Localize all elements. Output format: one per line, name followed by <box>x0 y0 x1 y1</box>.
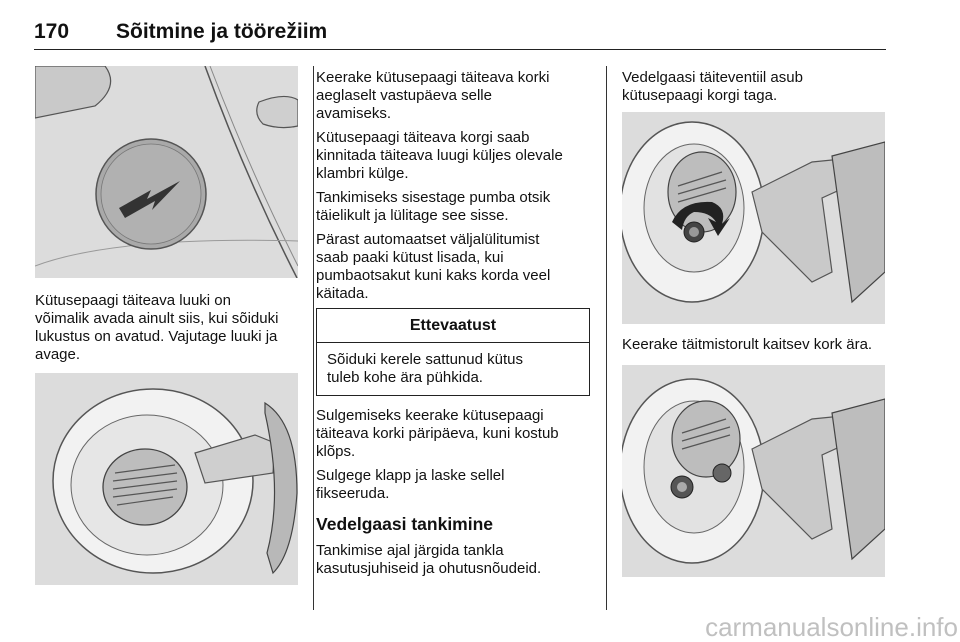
watermark: carmanualsonline.info <box>705 612 958 642</box>
column-divider-left <box>313 66 314 610</box>
text-line: täiteava korki päripäeva, kuni kostub <box>316 425 559 442</box>
auto-shutoff-instructions <box>316 231 550 303</box>
text-line: Sõiduki kerele sattunud kütus <box>327 351 523 368</box>
text-line: klambri külge. <box>316 165 409 182</box>
caution-box <box>316 308 590 396</box>
text-line: täielikult ja lülitage see sisse. <box>316 207 509 224</box>
caution-title: Ettevaatust <box>317 309 589 343</box>
header-rule <box>34 49 886 50</box>
fuel-flap-closed-figure <box>35 66 298 278</box>
text-line: Keerake täitmistorult kaitsev kork ära. <box>622 336 873 353</box>
close-flap-instructions <box>316 467 504 503</box>
fuel-flap-open-figure <box>35 373 298 585</box>
text-line: avamiseks. <box>316 105 392 122</box>
text-line: Kütusepaagi täiteava korgi saab <box>316 129 530 146</box>
text-line: avage. <box>35 346 81 363</box>
text-line: Kütusepaagi täiteava luuki on <box>35 292 231 309</box>
text-line: klõps. <box>316 443 356 460</box>
chapter-title: Sõitmine ja töörežiim <box>116 20 328 43</box>
lpg-refuelling-heading: Vedelgaasi tankimine <box>316 514 494 534</box>
text-line: võimalik avada ainult siis, kui sõiduki <box>35 310 279 327</box>
lpg-cap-removal-illustration <box>622 112 885 324</box>
cap-holder-instructions <box>316 129 563 183</box>
unscrew-protective-cap-text <box>622 336 872 354</box>
text-line: tuleb kohe ära pühkida. <box>327 369 483 386</box>
text-line: aeglaselt vastupäeva selle <box>316 87 492 104</box>
text-line: Keerake kütusepaagi täiteava korki <box>316 69 550 86</box>
fuel-flap-closed-illustration <box>35 66 298 278</box>
column-divider-right <box>606 66 607 610</box>
text-line: Sulgege klapp ja laske sellel <box>316 467 505 484</box>
lpg-cap-removal-figure <box>622 112 885 324</box>
lpg-valve-location-text <box>622 69 803 105</box>
text-line: lukustus on avatud. Vajutage luuki ja <box>35 328 278 345</box>
lpg-valve-exposed-figure <box>622 365 885 577</box>
close-cap-instructions <box>316 407 559 461</box>
fuel-flap-open-instructions <box>35 292 278 364</box>
lpg-valve-exposed-illustration <box>622 365 885 577</box>
page-header <box>34 18 886 50</box>
nozzle-insert-instructions <box>316 189 550 225</box>
text-line: Vedelgaasi täiteventiil asub <box>622 69 803 86</box>
lpg-station-instructions <box>316 542 541 578</box>
text-line: käitada. <box>316 285 369 302</box>
unscrew-cap-instructions <box>316 69 549 123</box>
text-line: pumbaotsakut kuni kaks korda veel <box>316 267 551 284</box>
page-number: 170 <box>34 20 70 43</box>
text-line: Sulgemiseks keerake kütusepaagi <box>316 407 544 424</box>
text-line: Tankimise ajal järgida tankla <box>316 542 504 559</box>
text-line: kinnitada täiteava luugi küljes olevale <box>316 147 563 164</box>
text-line: saab paaki kütust lisada, kui <box>316 249 504 266</box>
text-line: kütusepaagi korgi taga. <box>622 87 778 104</box>
text-line: fikseeruda. <box>316 485 390 502</box>
text-line: Pärast automaatset väljalülitumist <box>316 231 540 248</box>
text-line: kasutusjuhiseid ja ohutusnõudeid. <box>316 560 542 577</box>
fuel-flap-open-illustration <box>35 373 298 585</box>
caution-text <box>327 351 523 387</box>
text-line: Tankimiseks sisestage pumba otsik <box>316 189 551 206</box>
